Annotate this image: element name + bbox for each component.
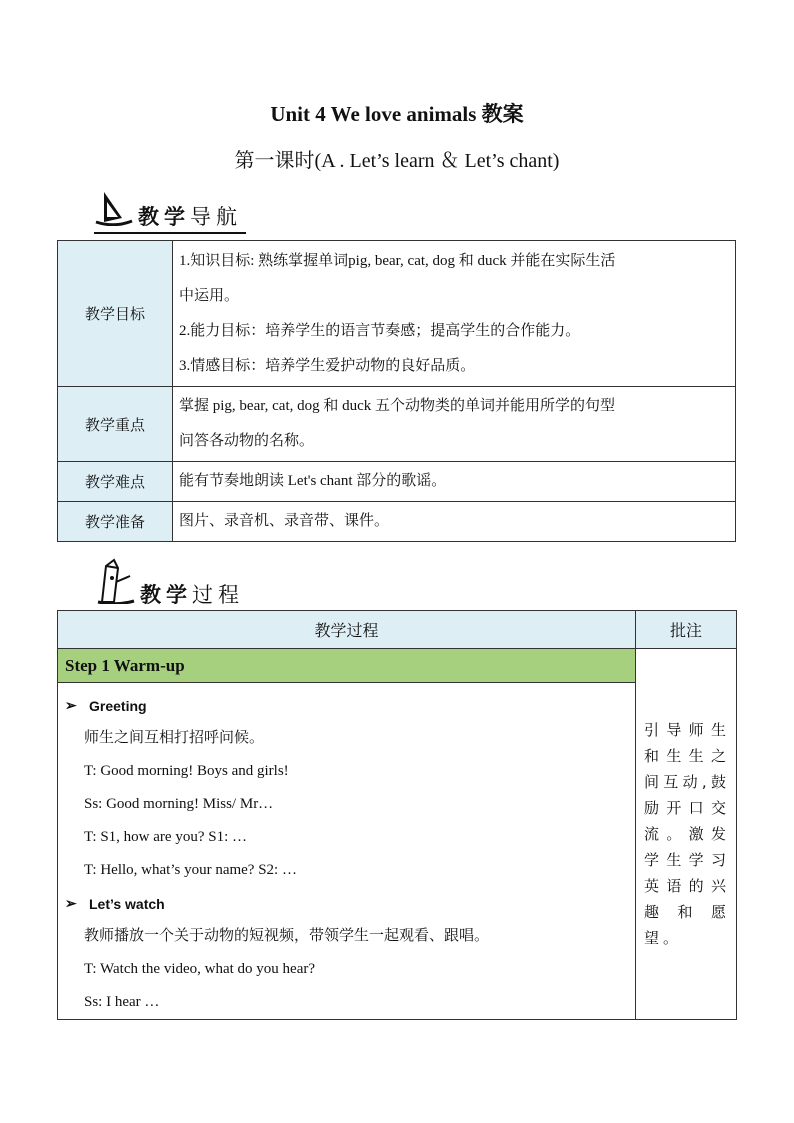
objective-row-focus — [58, 387, 736, 462]
process-header-main: 教学过程 — [58, 611, 636, 649]
objective-label: 教学重点 — [58, 387, 173, 462]
process-header-row — [58, 611, 737, 649]
objectives-table — [57, 240, 736, 542]
process-banner — [94, 558, 244, 609]
page-subtitle: 第一课时(A . Let’s learn ＆ Let’s chant) — [234, 150, 560, 172]
body-line: Ss: Good morning! Miss/ Mr… — [84, 796, 274, 812]
body-line: 教师播放一个关于动物的短视频，带领学生一起观看、跟唱。 — [84, 928, 490, 944]
step-body — [58, 683, 636, 1020]
objective-content — [173, 502, 736, 542]
objective-line: 掌握 pig, bear, cat, dog 和 duck 五个动物类的单词并能用所学的句型 — [179, 398, 616, 414]
section-lets-watch — [58, 887, 635, 920]
body-line: T: Hello, what’s your name? S2: … — [84, 862, 297, 878]
annotation-cell: 引导师生和生生之间互动,鼓励开口交流。激发学生学习英语的兴趣和愿望。 — [636, 649, 737, 1020]
objective-row-preparation — [58, 502, 736, 542]
guide-banner-underline — [94, 232, 246, 234]
sailboat-icon — [94, 188, 134, 231]
body-line: 师生之间互相打招呼问候。 — [84, 730, 265, 746]
objective-line: 能有节奏地朗读 Let's chant 部分的歌谣。 — [179, 473, 447, 489]
process-table — [57, 610, 737, 1020]
objective-label: 教学难点 — [58, 462, 173, 502]
pencil-icon — [94, 558, 136, 609]
section-title: Let’s watch — [89, 895, 165, 912]
process-banner-rest: 过程 — [192, 583, 244, 607]
objective-line: 1.知识目标: 熟练掌握单词pig, bear, cat, dog 和 duck 并能在实际生活 — [179, 252, 616, 269]
step-row — [58, 649, 737, 683]
objective-line: 中运用。 — [179, 287, 240, 304]
guide-banner-bold: 教学 — [138, 205, 190, 229]
body-line: T: S1, how are you? S1: … — [84, 829, 247, 845]
step-title: Step 1 Warm-up — [58, 649, 636, 683]
objective-content — [173, 462, 736, 502]
arrow-bullet-icon: ➢ — [65, 895, 77, 911]
process-banner-bold: 教学 — [140, 583, 192, 607]
section-title: Greeting — [89, 697, 147, 714]
objective-line: 2.能力目标：培养学生的语言节奏感；提高学生的合作能力。 — [179, 322, 581, 339]
objective-line: 问答各动物的名称。 — [179, 433, 315, 449]
body-line: T: Good morning! Boys and girls! — [84, 763, 289, 779]
step-body-row — [58, 683, 737, 1020]
objective-row-difficulty — [58, 462, 736, 502]
page-title: Unit 4 We love animals 教案 — [270, 102, 524, 126]
objective-label: 教学目标 — [58, 241, 173, 387]
objective-content — [173, 387, 736, 462]
process-header-note: 批注 — [636, 611, 737, 649]
body-line: T: Watch the video, what do you hear? — [84, 961, 316, 977]
guide-banner-rest: 导航 — [190, 205, 242, 229]
arrow-bullet-icon: ➢ — [65, 697, 77, 713]
objective-label: 教学准备 — [58, 502, 173, 542]
objective-row-goal — [58, 241, 736, 387]
objective-content — [173, 241, 736, 387]
body-line: Ss: I hear … — [84, 994, 160, 1010]
objective-line: 图片、录音机、录音带、课件。 — [179, 513, 390, 529]
section-greeting — [58, 689, 635, 722]
guide-banner — [94, 188, 242, 231]
objective-line: 3.情感目标：培养学生爱护动物的良好品质。 — [179, 357, 476, 374]
